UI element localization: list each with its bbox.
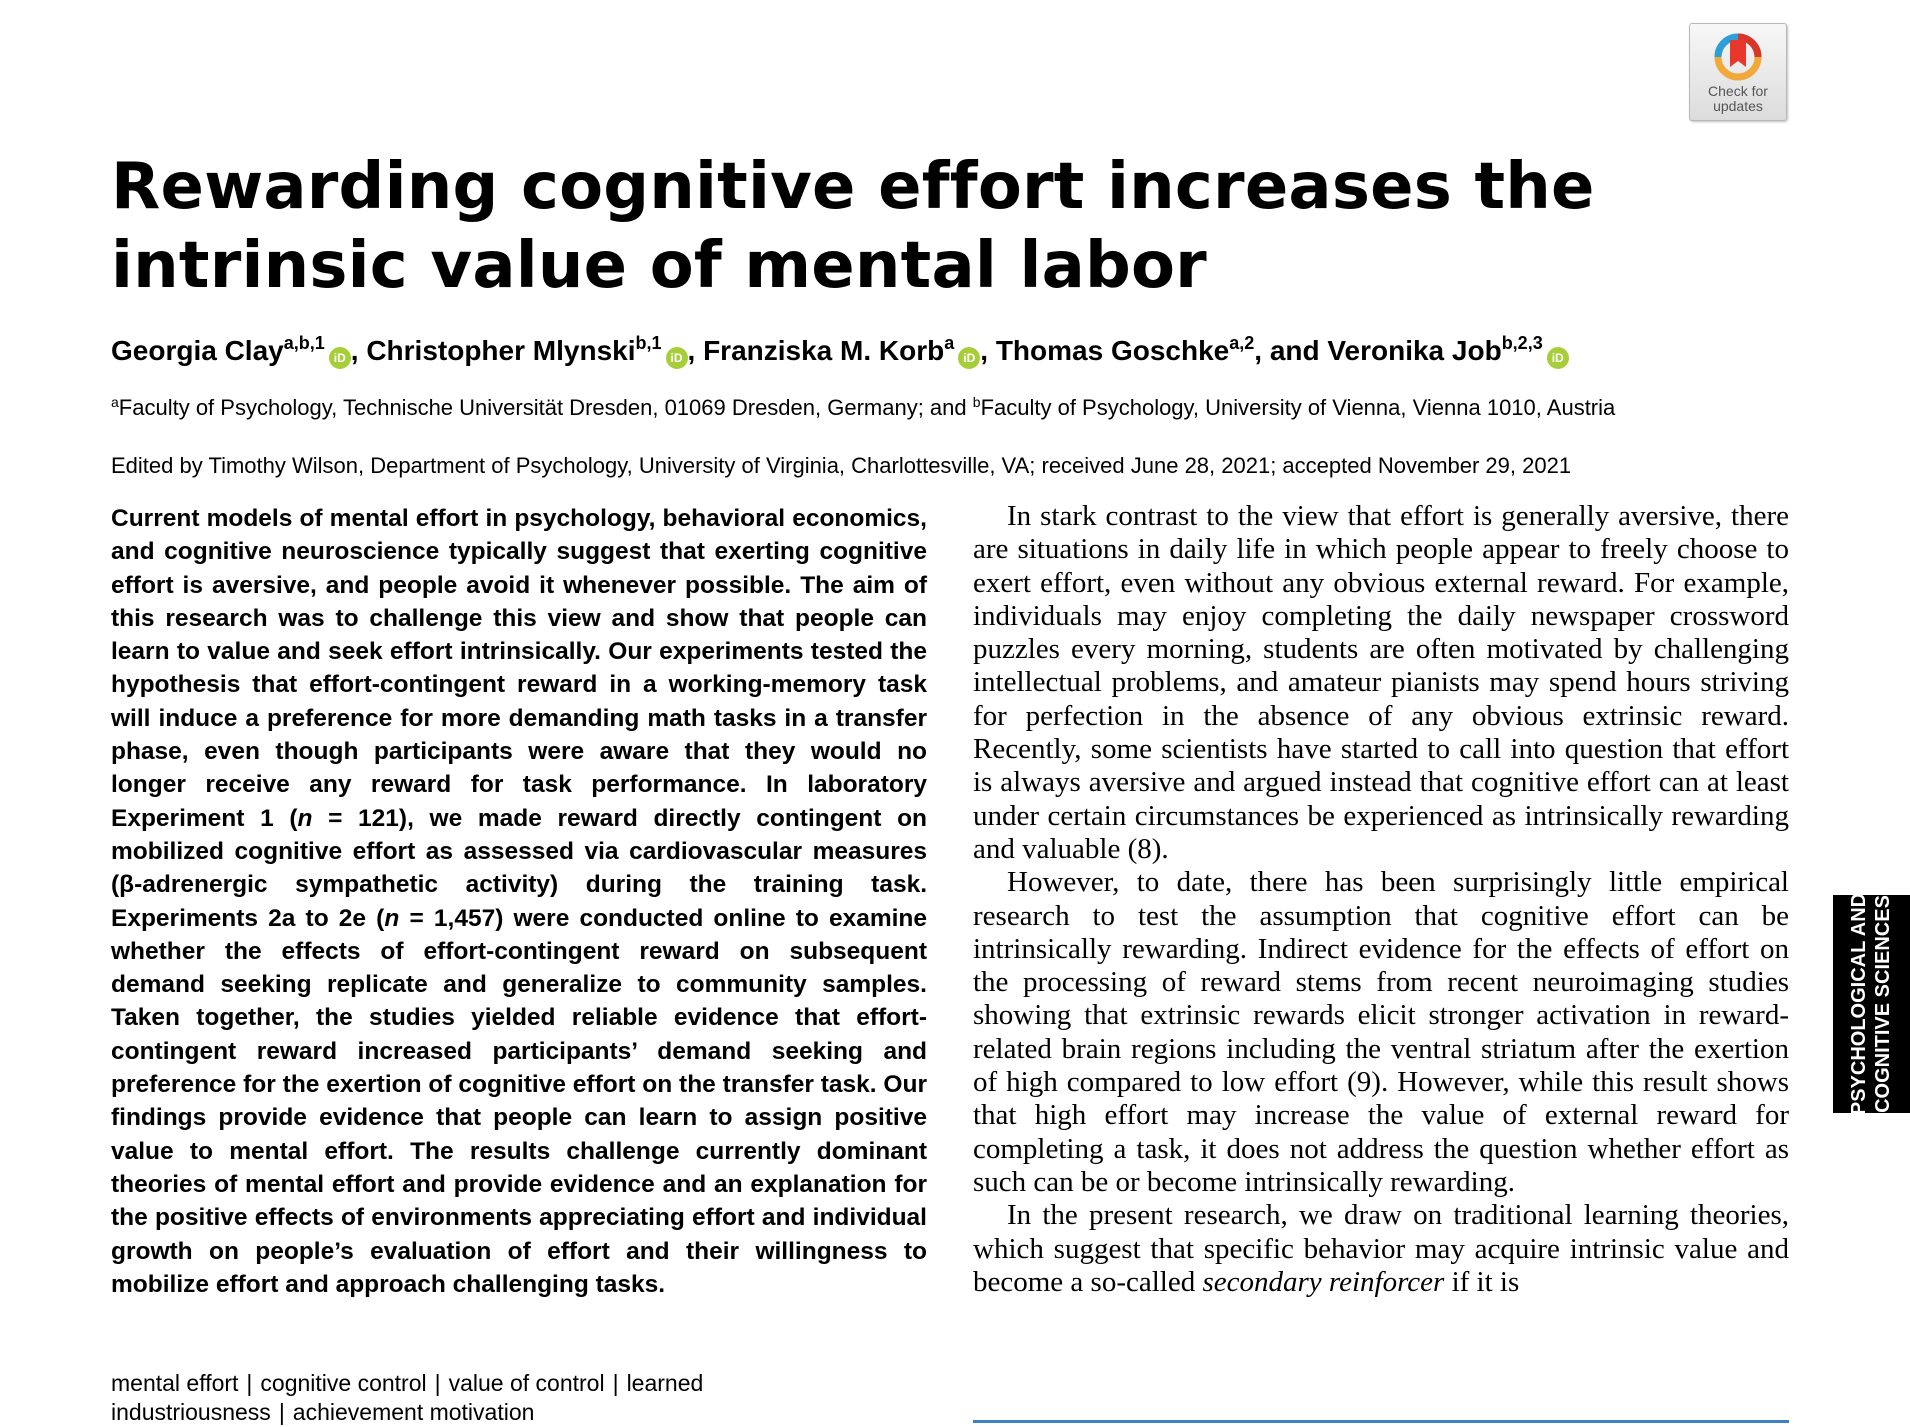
- abstract-text: = 1,457) were conducted online to examine whether the effects of effort-contingent reward on subsequent demand seeking replicate and generalize to community samples. Taken together, the studies yielded reliable evidence that effort-contingent reward increased participants’ demand seeking and preference for the exertion of cognitive effort on the transfer task. Our findings provide evidence that people can learn to assign positive value to mental effort. The results challenge currently dominant theories of mental effort and provide evidence and an explanation for the positive effects of environments appreciating effort and individual growth on people’s evaluation of effort and their willingness to mobilize effort and approach challenging tasks.: [111, 904, 928, 1298]
- keyword-separator: |: [612, 1370, 619, 1396]
- affiliations: [111, 395, 1615, 421]
- affiliation-b: Faculty of Psychology, University of Vienna, Vienna 1010, Austria: [980, 395, 1616, 420]
- keyword: achievement motivation: [292, 1399, 535, 1425]
- editorial-info: Edited by Timothy Wilson, Department of Psychology, University of Virginia, Charlottesville, VA; received June 28, 2021; accepted November 29, 2021: [111, 453, 1572, 478]
- author-name[interactable]: Georgia Clay: [111, 335, 284, 366]
- author-separator: ,: [687, 335, 696, 366]
- body-paragraph: [973, 1199, 1789, 1299]
- keyword-separator: |: [434, 1370, 441, 1396]
- abstract-text: = 121), we made reward directly contingent on mobilized cognitive effort as assessed via cardiovascular measures (β-adrenergic sympathetic activity) during the training task. Experiments 2a to 2e (: [111, 804, 927, 932]
- badge-text-line1: Check for: [1708, 83, 1768, 99]
- author-affiliation-marks: a: [944, 333, 955, 353]
- author-name[interactable]: Franziska M. Korb: [703, 335, 945, 366]
- body-text-run: if it is: [1444, 1265, 1520, 1298]
- keywords: [111, 1369, 811, 1427]
- keyword: value of control: [448, 1370, 605, 1396]
- emphasis-term: secondary reinforcer: [1202, 1265, 1445, 1298]
- author-affiliation-marks: a,2: [1229, 333, 1255, 353]
- affiliation-mark-b: b: [972, 394, 981, 410]
- keyword: learned industriousness: [111, 1370, 704, 1425]
- orcid-icon[interactable]: iD: [329, 347, 351, 369]
- body-paragraph: However, to date, there has been surprisingly little empirical research to test the assumption that cognitive effort can be intrinsically rewarding. Indirect evidence for the effects of effort on the processing of reward stems from recent neuroimaging studies showing that extrinsic rewards elicit stronger activation in reward-related brain regions including the ventral striatum after the exertion of high compared to low effort (9). However, while this result shows that high effort may increase the value of external reward for completing a task, it does not address the question whether effort as such can be or become intrinsically rewarding.: [973, 866, 1789, 1198]
- body-text-run: In the present research, we draw on traditional learning theories, which suggest that specific behavior may acquire intrinsic value and become a so-called: [973, 1199, 1789, 1298]
- badge-text-line2: updates: [1713, 98, 1763, 114]
- abstract-text: Current models of mental effort in psychology, behavioral economics, and cognitive neuroscience typically suggest that exerting cognitive effort is aversive, and people avoid it whenever possible. The aim of this research was to challenge this view and show that people can learn to value and seek effort intrinsically. Our experiments tested the hypothesis that effort-contingent reward in a working-memory task will induce a preference for more demanding math tasks in a transfer phase, even though participants were aware that they would no longer receive any reward for task performance. In laboratory Experiment 1 (: [111, 505, 927, 832]
- body-text: [973, 500, 1789, 1299]
- column-divider-rule: [973, 1420, 1789, 1423]
- orcid-icon[interactable]: iD: [958, 347, 980, 369]
- section-tab: [1833, 892, 1910, 1116]
- author-name[interactable]: Christopher Mlynski: [366, 335, 636, 366]
- sample-size-variable: n: [384, 904, 400, 932]
- author-separator: ,: [980, 335, 989, 366]
- section-tab-line2: COGNITIVE SCIENCES: [1872, 895, 1895, 1113]
- sample-size-variable: n: [297, 804, 313, 832]
- author-affiliation-marks: a,b,1: [283, 333, 325, 353]
- affiliation-mark-a: a: [111, 394, 119, 410]
- author-list: [111, 335, 1569, 369]
- author-affiliation-marks: b,2,3: [1501, 333, 1543, 353]
- author-name[interactable]: Thomas Goschke: [995, 335, 1230, 366]
- orcid-icon[interactable]: iD: [666, 347, 688, 369]
- author-affiliation-marks: b,1: [635, 333, 662, 353]
- author-name[interactable]: Veronika Job: [1327, 335, 1502, 366]
- crossmark-icon: [1712, 31, 1764, 83]
- keyword-separator: |: [246, 1370, 253, 1396]
- check-for-updates-badge[interactable]: [1689, 23, 1787, 121]
- orcid-icon[interactable]: iD: [1547, 347, 1569, 369]
- author-separator: ,: [350, 335, 359, 366]
- author-separator: , and: [1254, 335, 1320, 366]
- section-tab-line1: PSYCHOLOGICAL AND: [1848, 892, 1871, 1116]
- keyword-separator: |: [278, 1399, 285, 1425]
- keyword: mental effort: [111, 1370, 239, 1396]
- body-paragraph: In stark contrast to the view that effort is generally aversive, there are situations in daily life in which people appear to freely choose to exert effort, even without any obvious external reward. For example, individuals may enjoy completing the daily newspaper crossword puzzles every morning, students are often motivated by challenging intellectual problems, and amateur pianists may spend hours striving for perfection in the absence of any obvious extrinsic reward. Recently, some scientists have started to call into question that effort is always aversive and argued instead that cognitive effort can at least under certain circumstances be experienced as intrinsically rewarding and valuable (8).: [973, 500, 1789, 865]
- keyword: cognitive control: [260, 1370, 427, 1396]
- article-title: Rewarding cognitive effort increases the intrinsic value of mental labor: [111, 150, 1595, 303]
- affiliation-a: Faculty of Psychology, Technische Universität Dresden, 01069 Dresden, Germany; and: [118, 395, 967, 420]
- abstract: [111, 502, 927, 1301]
